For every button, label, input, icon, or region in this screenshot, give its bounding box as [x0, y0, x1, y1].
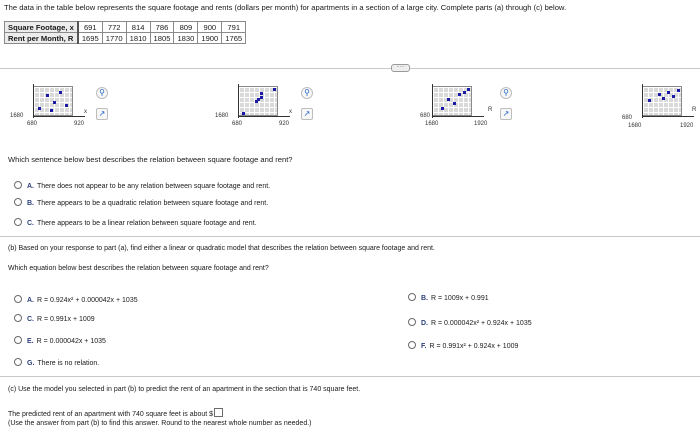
data-point — [38, 107, 41, 110]
scatter-graph-3 — [420, 86, 520, 144]
plot-area — [33, 86, 73, 116]
y-axis — [432, 84, 433, 118]
y-tick-label: 680 — [622, 115, 633, 121]
option-letter: B. — [27, 200, 34, 207]
x-max-label: 920 — [74, 121, 85, 127]
data-point — [59, 91, 62, 94]
data-point — [658, 93, 661, 96]
radio-button[interactable] — [408, 341, 416, 349]
data-point — [273, 88, 276, 91]
scatter-graph-2 — [215, 86, 315, 144]
radio-button[interactable] — [14, 198, 22, 206]
table-cell: 1900 — [198, 33, 222, 44]
option-text: R = 0.924x² + 0.000042x + 1035 — [37, 297, 138, 304]
part-c-note: (Use the answer from part (b) to find this answer. Round to the nearest whole number as needed.) — [8, 420, 312, 427]
option-text: There does not appear to be any relation between square footage and rent. — [37, 183, 271, 190]
option-text: R = 1009x + 0.991 — [431, 295, 489, 302]
table-cell: 900 — [198, 22, 222, 33]
data-point — [467, 88, 470, 91]
table-cell: 1830 — [174, 33, 198, 44]
section-divider — [0, 68, 700, 69]
data-point — [53, 101, 56, 104]
popout-icon[interactable]: ↗ — [500, 108, 512, 120]
scatter-graph-1 — [10, 86, 110, 144]
x-axis-label: x — [84, 109, 87, 115]
data-point — [667, 91, 670, 94]
scatter-graph-4 — [618, 86, 700, 144]
part-b-option-f[interactable] — [408, 341, 518, 350]
plot-area — [238, 86, 278, 116]
option-text: R = 0.991x² + 0.924x + 1009 — [429, 343, 519, 350]
part-b-option-d[interactable] — [408, 318, 532, 327]
option-letter: D. — [421, 320, 428, 327]
data-point — [242, 112, 245, 115]
data-point — [662, 97, 665, 100]
part-a-option-b[interactable] — [14, 198, 268, 207]
option-letter: C. — [27, 220, 34, 227]
table-cell: 1810 — [126, 33, 150, 44]
data-point — [648, 99, 651, 102]
radio-button[interactable] — [408, 318, 416, 326]
table-cell: 1695 — [78, 33, 102, 44]
table-cell: 1805 — [150, 33, 174, 44]
answer-input[interactable] — [214, 408, 223, 417]
popout-icon[interactable]: ↗ — [96, 108, 108, 120]
y-tick-label: 1680 — [10, 113, 24, 119]
x-min-label: 1680 — [628, 123, 642, 129]
radio-button[interactable] — [14, 314, 22, 322]
table-cell: 814 — [126, 22, 150, 33]
table-cell: 786 — [150, 22, 174, 33]
option-letter: E. — [27, 338, 34, 345]
part-b-option-g[interactable] — [14, 358, 99, 367]
x-min-label: 680 — [27, 121, 38, 127]
x-max-label: 1920 — [474, 121, 488, 127]
part-a-question: Which sentence below best describes the relation between square footage and rent? — [8, 155, 293, 164]
y-axis-label: R — [488, 107, 493, 113]
y-tick-label: 680 — [420, 113, 431, 119]
data-point — [672, 95, 675, 98]
x-axis — [238, 116, 290, 117]
x-min-label: 680 — [232, 121, 243, 127]
option-letter: C. — [27, 316, 34, 323]
data-point — [677, 89, 680, 92]
popout-icon[interactable]: ↗ — [301, 108, 313, 120]
option-letter: B. — [421, 295, 428, 302]
data-point — [257, 98, 260, 101]
radio-button[interactable] — [14, 181, 22, 189]
data-point — [453, 102, 456, 105]
y-axis — [33, 84, 34, 118]
y-axis — [642, 84, 643, 118]
data-point — [65, 104, 68, 107]
data-point — [46, 94, 49, 97]
instructions-text: The data in the table below represents the square footage and rents (dollars per month) for apartments in a section of a large city. Complete parts (a) through (c) below. — [4, 3, 567, 12]
table-cell: 1770 — [102, 33, 126, 44]
section-divider — [0, 236, 700, 237]
x-axis — [642, 116, 694, 117]
option-letter: A. — [27, 183, 34, 190]
data-point — [260, 96, 263, 99]
data-point — [441, 107, 444, 110]
y-tick-label: 1680 — [215, 113, 229, 119]
part-b-option-a[interactable] — [14, 295, 138, 304]
part-b-option-e[interactable] — [14, 336, 106, 345]
part-b-option-b[interactable] — [408, 293, 489, 302]
section-divider — [0, 376, 700, 377]
part-a-option-a[interactable] — [14, 181, 270, 190]
option-text: R = 0.991x + 1009 — [37, 316, 95, 323]
data-table — [4, 21, 246, 44]
radio-button[interactable] — [14, 218, 22, 226]
option-letter: G. — [27, 360, 35, 367]
data-point — [260, 92, 263, 95]
part-b-question: Which equation below best describes the relation between square footage and rent? — [8, 265, 269, 272]
part-b-option-c[interactable] — [14, 314, 95, 323]
data-point — [447, 98, 450, 101]
option-letter: F. — [421, 343, 427, 350]
part-b-prompt: (b) Based on your response to part (a), find either a linear or quadratic model that describes the relation between square footage and rent. — [8, 245, 435, 252]
option-text: There appears to be a quadratic relation between square footage and rent. — [37, 200, 269, 207]
radio-button[interactable] — [408, 293, 416, 301]
table-row-label: Rent per Month, R — [5, 33, 78, 44]
magnifier-icon[interactable]: ⚲ — [301, 87, 313, 99]
option-text: R = 0.000042x² + 0.924x + 1035 — [431, 320, 532, 327]
y-axis — [238, 84, 239, 118]
table-row — [5, 33, 246, 44]
part-c-prompt: (c) Use the model you selected in part (b) to predict the rent of an apartment in the section that is 740 square feet. — [8, 386, 361, 393]
table-cell: 691 — [78, 22, 102, 33]
plot-area — [642, 86, 682, 116]
radio-button[interactable] — [14, 358, 22, 366]
x-max-label: 920 — [279, 121, 290, 127]
data-point — [463, 91, 466, 94]
table-cell: 772 — [102, 22, 126, 33]
expand-more-button[interactable]: ····· — [391, 64, 410, 72]
option-text: There appears to be a linear relation between square footage and rent. — [37, 220, 257, 227]
radio-button[interactable] — [14, 336, 22, 344]
magnifier-icon[interactable]: ⚲ — [500, 87, 512, 99]
table-row-label: Square Footage, x — [5, 22, 78, 33]
option-text: R = 0.000042x + 1035 — [36, 338, 106, 345]
option-letter: A. — [27, 297, 34, 304]
magnifier-icon[interactable]: ⚲ — [96, 87, 108, 99]
x-axis — [432, 116, 484, 117]
x-max-label: 1920 — [680, 123, 694, 129]
x-min-label: 1680 — [425, 121, 439, 127]
answer-prefix: The predicted rent of an apartment with 740 square feet is about $ — [8, 411, 214, 418]
option-text: There is no relation. — [37, 360, 100, 367]
plot-area — [432, 86, 472, 116]
data-point — [458, 93, 461, 96]
table-row — [5, 22, 246, 33]
x-axis-label: x — [289, 109, 292, 115]
y-axis-label: R — [692, 107, 697, 113]
part-a-option-c[interactable] — [14, 218, 256, 227]
radio-button[interactable] — [14, 295, 22, 303]
data-point — [50, 109, 53, 112]
part-c-answer-line — [8, 408, 223, 418]
x-axis — [33, 116, 85, 117]
table-cell: 809 — [174, 22, 198, 33]
table-cell: 791 — [222, 22, 246, 33]
table-cell: 1765 — [222, 33, 246, 44]
